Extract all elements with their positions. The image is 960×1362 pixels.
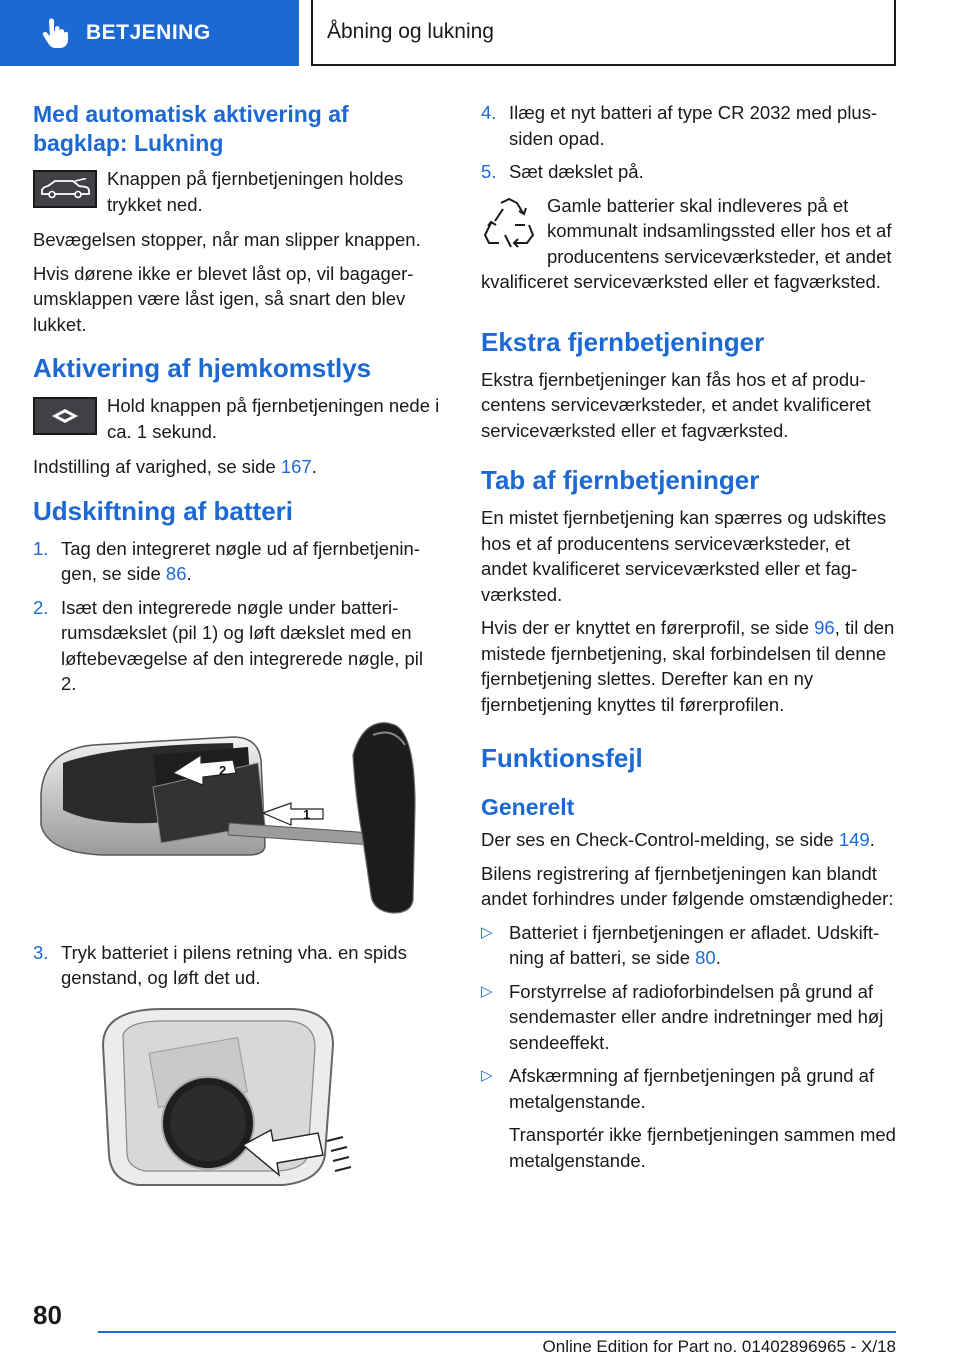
recycle-icon — [481, 195, 537, 253]
heading-general: Generelt — [481, 794, 575, 820]
battery-steps-cont2 — [481, 100, 897, 185]
step-text: Sæt dækslet på. — [509, 161, 644, 182]
battery-removal-illustration — [33, 1005, 433, 1195]
battery-steps-cont — [33, 940, 443, 991]
step1-text: Tag den integreret nøgle ud af fjernbetjeningen, se side — [61, 537, 420, 584]
list-item — [481, 1063, 897, 1114]
bullet-subnote: Transportér ikke fjernbetjeningen sammen med metalgenstande. — [509, 1124, 896, 1171]
diamond-light-button-icon — [33, 397, 97, 435]
paragraph-lock: Hvis dørene ikke er blevet låst op, vil bagagerumsklappen være låst igen, så snart den blev lukket. — [33, 262, 414, 335]
left-column — [33, 100, 443, 1215]
battery-steps — [33, 536, 443, 697]
paragraph-registration: Bilens registrering af fjernbetjeningen kan blandt andet forhindres under følgende omstændigheder: — [481, 862, 894, 909]
list-item — [481, 920, 897, 971]
link-page-167[interactable]: 167 — [280, 456, 312, 477]
arrow-2-label: 2 — [219, 762, 227, 778]
heading-battery: Udskiftning af batteri — [33, 495, 294, 526]
heading-tailgate-close: Med automatisk aktivering af bagklap: Lukning — [33, 101, 349, 156]
paragraph-lost: En mistet fjernbetjening kan spærres og udskiftes hos et af producentens serviceværksteder, et andet kvalificeret serviceværksted eller et fagværksted. — [481, 507, 887, 605]
step-text: Ilæg et nyt batteri af type CR 2032 med plussiden opad. — [509, 102, 878, 149]
recycle-note — [481, 193, 897, 303]
link-page-96[interactable]: 96 — [814, 617, 835, 638]
arrow-1-label: 1 — [303, 806, 311, 822]
step-number: 1. — [33, 537, 49, 559]
cc-period: . — [869, 829, 875, 850]
bullet-text: Forstyrrelse af radioforbindelsen på grund af sendemaster eller andre indretninger med høj sendeeffekt. — [509, 980, 884, 1053]
heading-homelight: Aktivering af hjemkomstlys — [33, 353, 372, 383]
list-item — [481, 979, 897, 1056]
tailgate-text: Knappen på fjernbetjeningen holdes trykket ned. — [107, 168, 404, 215]
paragraph-duration — [33, 454, 443, 480]
footer-divider — [98, 1331, 896, 1333]
paragraph-extra: Ekstra fjernbetjeninger kan fås hos et af producentens serviceværksteder, et andet kvalificeret serviceværksted eller et fagværksted. — [481, 368, 871, 441]
paragraph-check-control — [481, 827, 897, 853]
step-text — [61, 536, 443, 587]
heading-malfunction: Funktionsfejl — [481, 743, 643, 773]
profile-text: Hvis der er knyttet en førerprofil, se side — [481, 617, 815, 638]
list-item — [481, 159, 897, 185]
homelight-instruction — [33, 393, 443, 444]
header-section-tab — [0, 0, 299, 66]
step-number: 4. — [481, 102, 497, 123]
link-page-80[interactable]: 80 — [695, 947, 716, 968]
link-page-86[interactable]: 86 — [165, 563, 187, 584]
cc-text: Der ses en Check-Control-melding, se side — [481, 829, 839, 850]
triangle-bullet-icon: ▷ — [481, 1067, 493, 1084]
heading-lost-remotes: Tab af fjernbetjeninger — [481, 465, 760, 495]
b1-period: . — [715, 947, 721, 968]
paragraph-profile — [481, 615, 897, 717]
step-number: 3. — [33, 941, 49, 963]
step1-period: . — [186, 563, 192, 584]
paragraph-stop: Bevægelsen stopper, når man slipper knappen. — [33, 229, 421, 250]
profile-text-cont: , til den mistede fjernbetjening, skal forbindelsen til denne fjernbetjening slettes. Derefter kan en ny fjernbetjening knyttes til førerprofilen. — [481, 617, 895, 715]
link-page-149[interactable]: 149 — [838, 829, 870, 850]
b1-text: Batteriet i fjernbetjeningen er afladet. Udskiftning af batteri, se side — [509, 921, 880, 968]
bullet-text — [509, 920, 897, 971]
key-removal-illustration — [33, 715, 433, 920]
duration-period: . — [311, 456, 317, 477]
fault-causes-list — [481, 920, 897, 1115]
homelight-text: Hold knappen på fjernbetjeningen nede i ca. 1 sekund. — [107, 395, 440, 442]
step-number: 5. — [481, 161, 497, 182]
hand-pointer-icon — [40, 18, 68, 48]
step-number: 2. — [33, 596, 49, 618]
section-label: BETJENING — [86, 21, 211, 44]
tailgate-instruction — [33, 166, 443, 217]
list-item — [33, 940, 443, 991]
chapter-title: Åbning og lukning — [311, 0, 896, 66]
step-text: Isæt den integrerede nøgle under batterirumsdækslet (pil 1) og løft dækslet med en løftebevægelse af den integrerede nøgle, pil 2. — [61, 596, 423, 694]
recycle-text: Gamle batterier skal indleveres på et kommunalt indsamlingssted eller hos et af producentens serviceværksteder, et andet kvalificeret serviceværksted eller et fagværksted. — [481, 194, 892, 292]
page-number: 80 — [33, 1300, 62, 1330]
list-item — [481, 100, 897, 151]
car-tailgate-button-icon — [33, 170, 97, 208]
triangle-bullet-icon: ▷ — [481, 982, 493, 1000]
edition-footer: Online Edition for Part no. 01402896965 - X/18 — [542, 1337, 896, 1356]
heading-extra-remotes: Ekstra fjernbetjeninger — [481, 326, 765, 357]
bullet-text: Afskærmning af fjernbetjeningen på grund af metalgenstande. — [509, 1065, 875, 1112]
step-text: Tryk batteriet i pilens retning vha. en spids genstand, og løft det ud. — [61, 941, 407, 988]
right-column — [481, 100, 897, 1181]
list-item — [33, 536, 443, 587]
triangle-bullet-icon: ▷ — [481, 923, 493, 941]
duration-text: Indstilling af varighed, se side — [33, 456, 281, 477]
list-item — [33, 595, 443, 697]
